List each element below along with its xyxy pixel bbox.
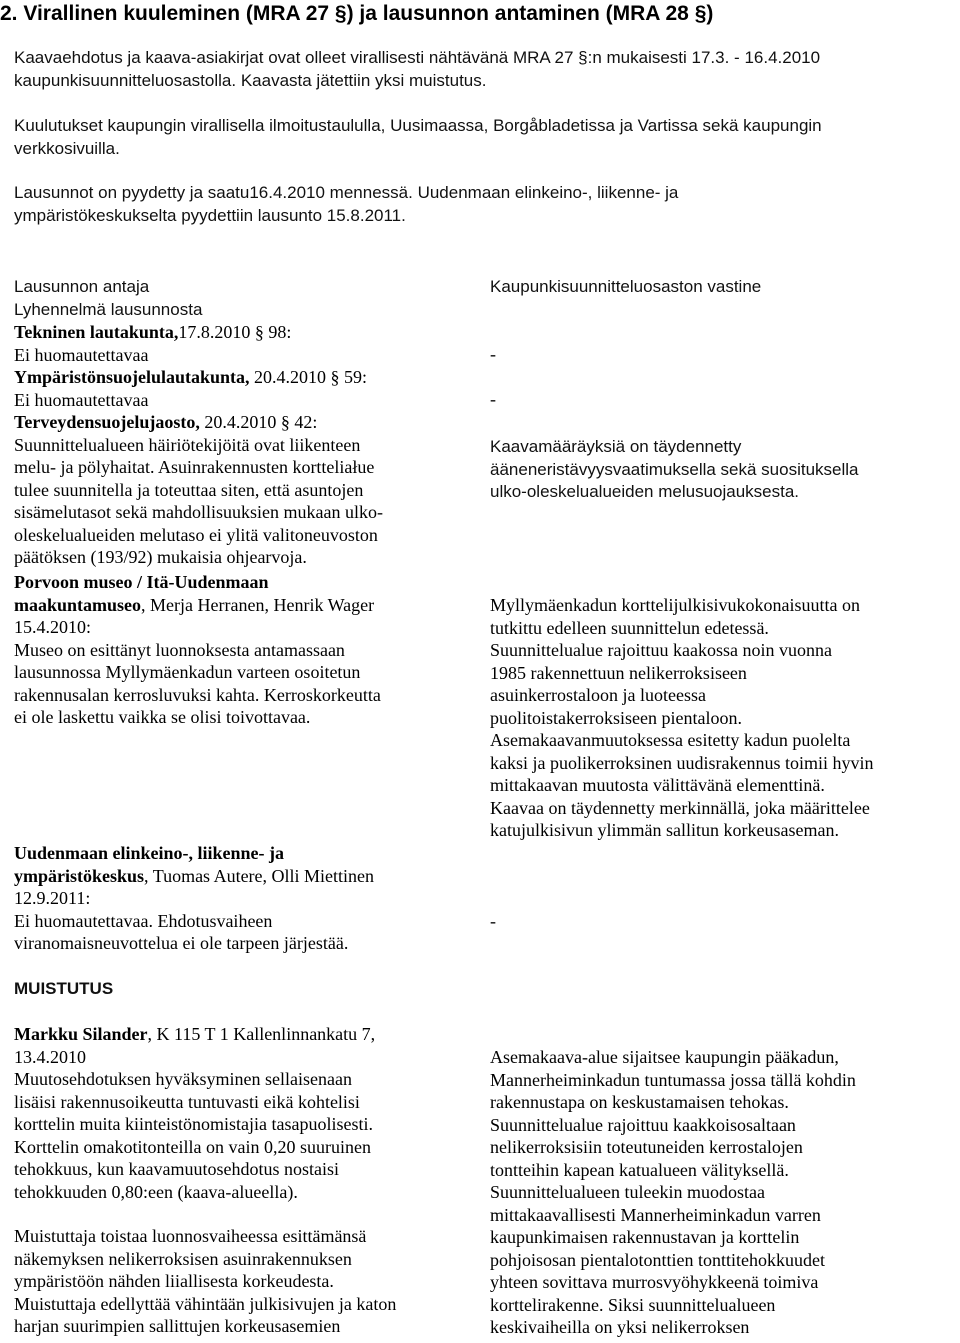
response-text: Asemakaavanmuutoksessa esitetty kadun puolelta	[490, 730, 851, 750]
response-text: kaksi ja puolikerroksinen uudisrakennus toimii hyvin	[490, 752, 874, 773]
intro-paragraph-2	[14, 115, 822, 160]
text-line: verkkosivuilla.	[14, 138, 120, 158]
response-text: kaupunkimaisen rakennustavan ja korttelin	[490, 1227, 800, 1247]
response-text: korttelirakenne. Siksi suunnittelualueen	[490, 1294, 776, 1315]
statement-org: Ympäristönsuojelulautakunta, 20.4.2010 § 59:	[14, 367, 368, 387]
response-text: katujulkisivun ylimmän sallitun korkeusaseman.	[490, 820, 839, 840]
statement-text: sisämelutasot sekä mahdollisuuksien mukaan ulko-	[14, 502, 383, 522]
response-text: asuinkerrostaloon ja luoteessa	[490, 685, 706, 705]
section-heading: 2. Virallinen kuuleminen (MRA 27 §) ja lausunnon antaminen (MRA 28 §)	[0, 2, 714, 25]
statement-text: melu- ja pölyhaitat. Asuinrakennusten kortteliałue	[14, 457, 375, 477]
response-row-2	[490, 388, 496, 411]
response-text: Myllymäenkadun korttelijulkisivukokonaisuutta on	[490, 595, 860, 615]
statement-text: tehokkuus, kun kaavamuutosehdotus nostaisi	[14, 1159, 339, 1179]
response-text: yhteen sovittava murrosvyöhykkeenä toimiva	[490, 1272, 819, 1292]
text-line: kaupunkisuunnitteluosastolla. Kaavasta jätettiin yksi muistutus.	[14, 70, 487, 90]
response-text: rakennustapa on keskustamaisen tehokas.	[490, 1092, 789, 1112]
response-text: Suunnittelualueen tuleekin muodostaa	[490, 1182, 765, 1202]
statement-text: viranomaisneuvottelua ei ole tarpeen järjestää.	[14, 933, 349, 953]
statement-text: 13.4.2010	[14, 1046, 86, 1067]
statement-text: tehokkuuden 0,80:een (kaava-alueella).	[14, 1181, 298, 1202]
statement-row-4	[14, 571, 381, 729]
response-text: Kaavaa on täydennetty merkinnällä, joka määrittelee	[490, 797, 870, 818]
response-text: mittakaavallisesti Mannerheiminkadun varren	[490, 1204, 821, 1225]
statement-text: Korttelin omakotitonteilla on vain 0,20 suuruinen	[14, 1136, 371, 1157]
statement-org: Porvoon museo / Itä-Uudenmaan	[14, 572, 269, 592]
muistutus-statement	[14, 1023, 375, 1203]
statement-org: Markku Silander, K 115 T 1 Kallenlinnankatu 7,	[14, 1024, 376, 1044]
statement-row-2	[14, 366, 367, 411]
statement-org: maakuntamuseo, Merja Herranen, Henrik Wager	[14, 594, 375, 615]
statement-text: Museo on esittänyt luonnoksesta antamassaan	[14, 639, 345, 660]
statement-text: Ei huomautettavaa	[14, 344, 149, 365]
response-text: -	[490, 344, 496, 364]
statement-row-3	[14, 411, 383, 569]
response-text: Mannerheiminkadun tuntumassa jossa tällä kohdin	[490, 1069, 856, 1090]
statement-row-1	[14, 321, 291, 366]
statement-text: oleskelualueiden melutaso ei ylitä valitoneuvoston	[14, 524, 378, 545]
response-row-5	[490, 910, 496, 933]
table-header-col2	[490, 276, 761, 299]
statement-text: päätöksen (193/92) mukaisia ohjearvoja.	[14, 547, 307, 567]
statement-text: Muistuttaja edellyttää vähintään julkisivujen ja katon	[14, 1293, 397, 1314]
response-text: -	[490, 911, 496, 931]
statement-text: ei ole laskettu vaikka se olisi toivottavaa.	[14, 707, 311, 727]
response-text: Asemakaava-alue sijaitsee kaupungin pääkadun,	[490, 1047, 839, 1067]
text-line: Lausunnot on pyydetty ja saatu16.4.2010 mennessä. Uudenmaan elinkeino-, liikenne- ja	[14, 183, 679, 202]
statement-text: Muutosehdotuksen hyväksyminen sellaisenaan	[14, 1069, 352, 1089]
response-text: mittakaavan muutosta välittävänä elementtinä.	[490, 775, 825, 795]
muistutus-response	[490, 1046, 856, 1339]
response-row-3	[490, 436, 859, 504]
response-row-4	[490, 594, 873, 842]
statement-text: ympäristöön nähden liiallisesta korkeudesta.	[14, 1271, 334, 1291]
response-text: 1985 rakennettuun nelikerroksiseen	[490, 662, 747, 683]
intro-paragraph-3	[14, 182, 678, 227]
response-text: tutkittu edelleen suunnittelun edetessä.	[490, 617, 769, 638]
statement-text: harjan suurimpien sallittujen korkeusasemien	[14, 1316, 341, 1336]
response-text: keskivaiheilla on yksi nelikerroksen	[490, 1317, 750, 1337]
statement-text: 15.4.2010:	[14, 617, 92, 637]
response-text: Suunnittelualue rajoittuu kaakossa noin vuonna	[490, 640, 832, 660]
statement-text: rakennusalan kerrosluvuksi kahta. Kerroskorkeutta	[14, 684, 381, 705]
statement-text: Muistuttaja toistaa luonnosvaiheessa esittämänsä	[14, 1226, 367, 1246]
statement-text: tulee suunnitella ja toteuttaa siten, että asuntojen	[14, 479, 364, 500]
response-text: ääneneristävyysvaatimuksella sekä suosituksella	[490, 459, 859, 479]
response-text: nelikerroksisiin toteutuneiden kerrostalojen	[490, 1137, 803, 1157]
column-header: Kaupunkisuunnitteluosaston vastine	[490, 277, 762, 296]
text-line: Kaavaehdotus ja kaava-asiakirjat ovat olleet virallisesti nähtävänä MRA 27 §:n mukaisesti 17.3. - 16.4.2010	[14, 48, 821, 67]
muistutus-title: MUISTUTUS	[14, 979, 114, 998]
statement-org: Tekninen lautakunta,17.8.2010 § 98:	[14, 322, 292, 342]
response-row-1	[490, 343, 496, 366]
statement-text: Ei huomautettavaa	[14, 389, 149, 410]
response-text: ulko-oleskelualueiden melusuojauksesta.	[490, 482, 800, 501]
statement-text: näkemyksen nelikerroksisen asuinrakennuksen	[14, 1248, 352, 1269]
statement-text: Suunnittelualueen häiriötekijöitä ovat liikenteen	[14, 434, 361, 455]
text-line: ympäristökeskukselta pyydettiin lausunto 15.8.2011.	[14, 205, 406, 225]
statement-text: korttelin muita kiinteistönomistajia tasapuolisesti.	[14, 1114, 373, 1134]
response-text: pohjoisosan pientalotonttien tonttitehokkuudet	[490, 1249, 825, 1270]
column-header: Lausunnon antaja	[14, 277, 150, 296]
response-text: -	[490, 389, 496, 409]
statement-text: Ei huomautettavaa. Ehdotusvaiheen	[14, 910, 273, 931]
text-line: Kuulutukset kaupungin virallisella ilmoitustaululla, Uusimaassa, Borgåbladetissa ja Vartissa sekä kaupungin	[14, 116, 822, 135]
column-subheader: Lyhennelmä lausunnosta	[14, 299, 203, 319]
table-header-col1	[14, 276, 202, 321]
statement-org: Uudenmaan elinkeino-, liikenne- ja	[14, 843, 285, 863]
statement-org: Terveydensuojelujaosto, 20.4.2010 § 42:	[14, 412, 318, 432]
response-text: puolitoistakerroksiseen pientaloon.	[490, 707, 742, 728]
intro-paragraph-1	[14, 47, 820, 92]
response-text: Kaavamääräyksiä on täydennetty	[490, 437, 742, 456]
statement-org: ympäristökeskus, Tuomas Autere, Olli Miettinen	[14, 865, 375, 886]
muistutus-statement-2	[14, 1225, 396, 1338]
response-text: tontteihin kapean katualueen välityksellä.	[490, 1159, 789, 1180]
statement-text: 12.9.2011:	[14, 888, 91, 908]
statement-text: lausunnossa Myllymäenkadun varteen osoitetun	[14, 662, 361, 682]
statement-text: lisäisi rakennusoikeutta tuntuvasti eikä kohtelisi	[14, 1091, 360, 1112]
response-text: Suunnittelualue rajoittuu kaakkoisosaltaan	[490, 1114, 796, 1135]
statement-row-5	[14, 842, 374, 955]
